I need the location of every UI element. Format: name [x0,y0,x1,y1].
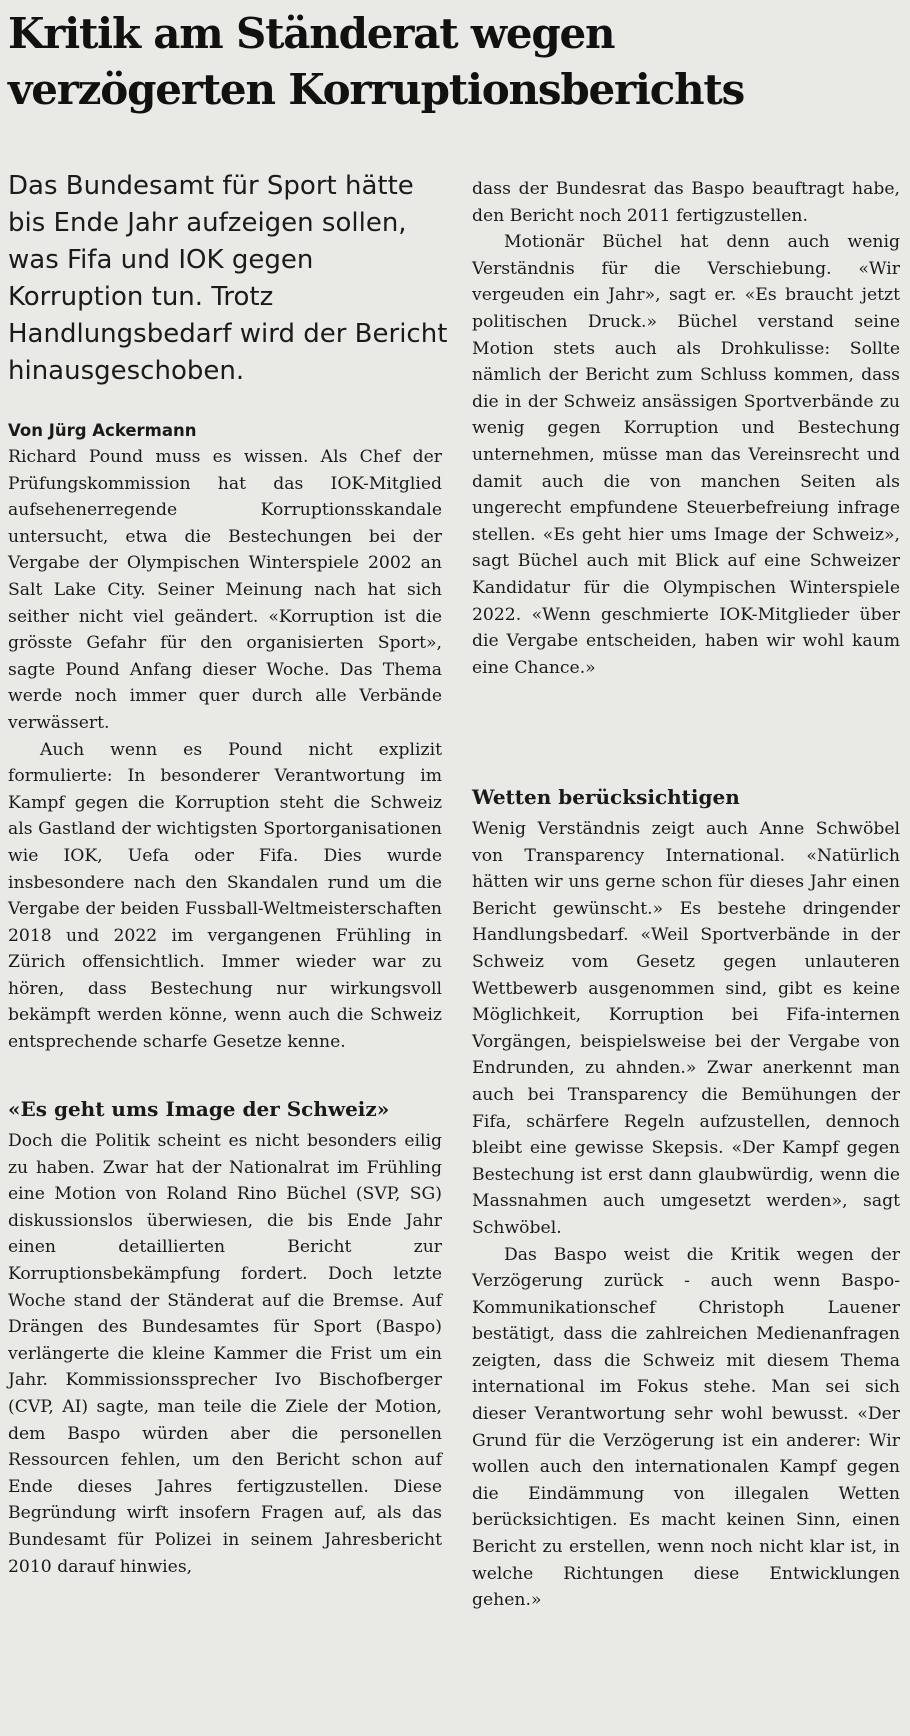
body-section-1 [8,444,442,1056]
headline-line-2: verzögerten Korruptionsberichts [8,65,745,114]
subhead-image: «Es geht ums Image der Schweiz» [8,1097,390,1121]
body-paragraph: Wenig Verständnis zeigt auch Anne Schwöbel von Transparency International. «Natürlich hätten wir uns gerne schon für dieses Jahr einen Bericht gewünscht.» Es bestehe dringender Handlungsbedarf. «Weil Sportverbände in der Schweiz vom Gesetz gegen unlauteren Wettbewerb ausgenommen sind, gibt es keine Möglichkeit, Korruption bei Fifa-internen Vorgängen, beispielsweise bei der Vergabe von Endrunden, zu ahnden.» Zwar anerkennt man auch bei Transparency die Bemühungen der Fifa, schärfere Regeln aufzustellen, dennoch bleibt eine gewisse Skepsis. «Der Kampf gegen Bestechung ist erst dann glaubwürdig, wenn die Massnahmen auch umgesetzt werden», sagt Schwöbel. [472,819,900,1238]
byline: Von Jürg Ackermann [8,421,197,440]
headline [8,6,908,118]
body-paragraph: Das Baspo weist die Kritik wegen der Verzögerung zurück - auch wenn Baspo-Kommunikationschef Christoph Lauener bestätigt, dass die zahlreichen Medienanfragen zeigten, dass die Schweiz mit diesem Thema international im Fokus stehe. Man sei sich dieser Verantwortung sehr wohl bewusst. «Der Grund für die Verzögerung ist ein anderer: Wir wollen auch den internationalen Kampf gegen die Eindämmung von illegalen Wetten berücksichtigen. Es macht keinen Sinn, einen Bericht zu erstellen, wenn noch nicht klar ist, in welche Richtungen diese Entwicklungen gehen.» [472,1244,900,1611]
body-section-3 [472,816,900,1614]
headline-line-1: Kritik am Ständerat wegen [8,9,615,58]
body-section-2-continued [472,176,900,681]
body-paragraph: Auch wenn es Pound nicht explizit formulierte: In besonderer Verantwortung im Kampf gegen die Korruption steht die Schweiz als Gastland der wichtigsten Sportorganisationen wie IOK, Uefa oder Fifa. Dies wurde insbesondere nach den Skandalen rund um die Vergabe der beiden Fussball-Weltmeisterschaften 2018 und 2022 im vergangenen Frühling in Zürich offensichtlich. Immer wieder war zu hören, dass Bestechung nur wirkungsvoll bekämpft werden könne, wenn auch die Schweiz entsprechende scharfe Gesetze kenne. [8,739,442,1053]
body-paragraph: dass der Bundesrat das Baspo beauftragt habe, den Bericht noch 2011 fertigzustellen. [472,179,900,226]
body-paragraph: Richard Pound muss es wissen. Als Chef der Prüfungskommission hat das IOK-Mitglied aufsehenerregende Korruptionsskandale untersucht, etwa die Bestechungen bei der Vergabe der Olympischen Winterspiele 2002 an Salt Lake City. Seiner Meinung nach hat sich seither nicht viel geändert. «Korruption ist die grösste Gefahr für den organisierten Sport», sagte Pound Anfang dieser Woche. Das Thema werde noch immer quer durch alle Verbände verwässert. [8,447,442,733]
body-paragraph: Motionär Büchel hat denn auch wenig Verständnis für die Verschiebung. «Wir vergeuden ein Jahr», sagt er. «Es braucht jetzt politischen Druck.» Büchel verstand seine Motion stets auch als Drohkulisse: Sollte nämlich der Bericht zum Schluss kommen, dass die in der Schweiz ansässigen Sportverbände zu wenig gegen Korruption und Bestechung unternehmen, müsse man das Vereinsrecht und damit auch die von manchen Seiten als ungerecht empfundene Steuerbefreiung infrage stellen. «Es geht hier ums Image der Schweiz», sagt Büchel auch mit Blick auf eine Schweizer Kandidatur für die Olympischen Winterspiele 2022. «Wenn geschmierte IOK-Mitglieder über die Vergabe entscheiden, haben wir wohl kaum eine Chance.» [472,232,900,678]
lead-paragraph: Das Bundesamt für Sport hätte bis Ende Jahr aufzeigen sollen, was Fifa und IOK gegen Korruption tun. Trotz Handlungsbedarf wird der Bericht hinausgeschoben. [8,171,448,386]
subhead-wetten: Wetten berücksichtigen [472,785,740,809]
body-paragraph: Doch die Politik scheint es nicht besonders eilig zu haben. Zwar hat der Nationalrat im Frühling eine Motion von Roland Rino Büchel (SVP, SG) diskussionslos überwiesen, die bis Ende Jahr einen detaillierten Bericht zur Korruptionsbekämpfung fordert. Doch letzte Woche stand der Ständerat auf die Bremse. Auf Drängen des Bundesamtes für Sport (Baspo) verlängerte die kleine Kammer die Frist um ein Jahr. Kommissionssprecher Ivo Bischofberger (CVP, AI) sagte, man teile die Ziele der Motion, dem Baspo würden aber die personellen Ressourcen fehlen, um den Bericht schon auf Ende dieses Jahres fertigzustellen. Diese Begründung wirft insofern Fragen auf, als das Bundesamt für Polizei in seinem Jahresbericht 2010 darauf hinwies, [8,1131,442,1577]
body-section-2 [8,1128,442,1580]
